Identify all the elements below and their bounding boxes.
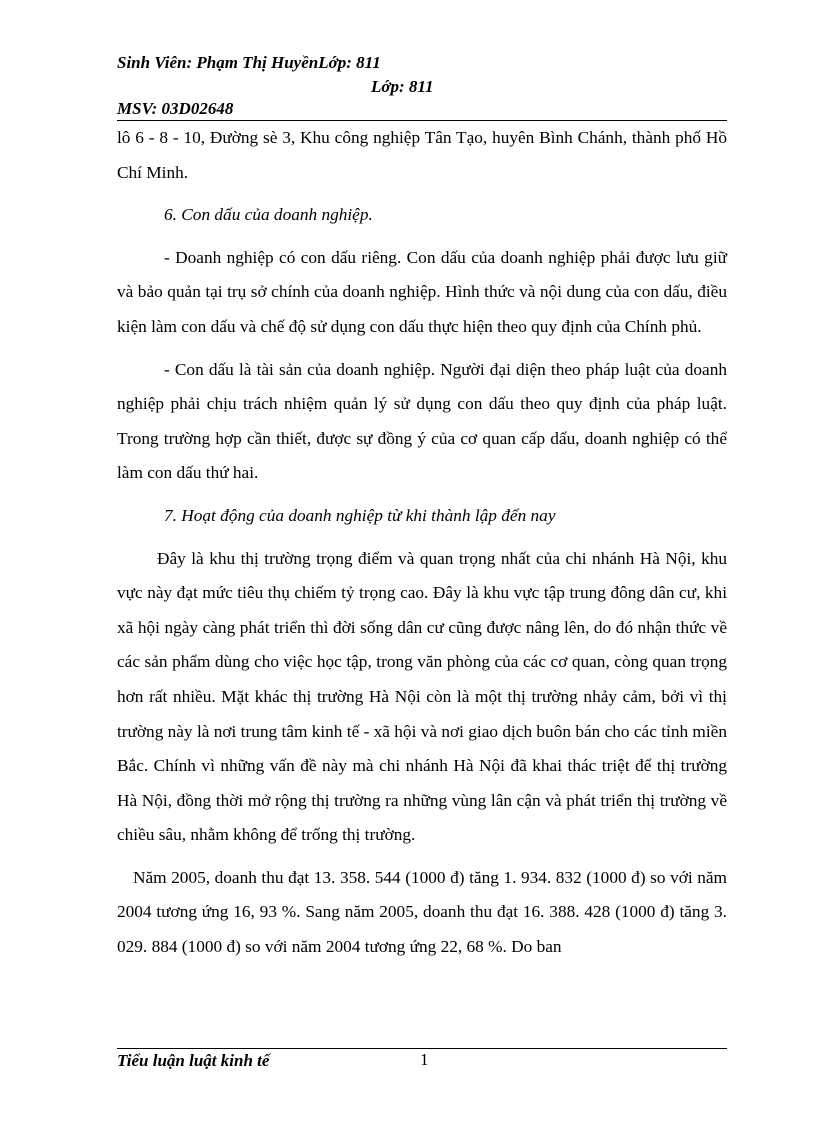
page-number: 1 — [420, 1050, 429, 1069]
header-student-id: MSV: 03D02648 — [117, 99, 234, 118]
section-7-heading: 7. Hoạt động của doanh nghiệp từ khi thành lập đến nay — [164, 505, 556, 525]
section-6-heading: 6. Con dấu của doanh nghiệp. — [164, 205, 373, 225]
section-6-paragraph-2: - Con dấu là tài sản của doanh nghiệp. Người đại diện theo pháp luật của doanh nghiệp phải chịu trách nhiệm quản lý sử dụng con dấu theo quy định của pháp luật. Trong trường hợp cần thiết, được sự đồng ý của cơ quan cấp dấu, doanh nghiệp có thể làm con dấu thứ hai. — [117, 359, 727, 483]
section-6-paragraph-1: - Doanh nghiệp có con dấu riêng. Con dấu của doanh nghiệp phải được lưu giữ và bảo quản tại trụ sở chính của doanh nghiệp. Hình thức và nội dung của con dấu, điều kiện làm con dấu và chế độ sử dụng con dấu thực hiện theo quy định của Chính phủ. — [117, 247, 727, 336]
header-class-repeat: Lớp: 811 — [371, 77, 434, 96]
header-student-class: Sinh Viên: Phạm Thị HuyềnLớp: 811 — [117, 53, 381, 72]
section-7-paragraph-2: Năm 2005, doanh thu đạt 13. 358. 544 (1000 đ) tăng 1. 934. 832 (1000 đ) so với năm 2004 tương ứng 16, 93 %. Sang năm 2005, doanh thu đạt 16. 388. 428 (1000 đ) tăng 3. 029. 884 (1000 đ) so với năm 2004 tương ứng 22, 68 %. Do ban — [117, 867, 727, 957]
document-body — [117, 121, 727, 965]
footer-divider — [117, 1048, 727, 1049]
address-paragraph: lô 6 - 8 - 10, Đường sè 3, Khu công nghiệp Tân Tạo, huyên Bình Chánh, thành phố Hồ Chí Minh. — [117, 128, 727, 182]
section-7-paragraph-1: Đây là khu thị trường trọng điểm và quan trọng nhất của chi nhánh Hà Nội, khu vực này đạt mức tiêu thụ chiếm tỷ trọng cao. Đây là khu vực tập trung đông dân cư, khi xã hội ngày càng phát triển thì đời sống dân cư cũng được nâng lên, do đó nhận thức về các sản phẩm dùng cho việc học tập, trong văn phòng của các cơ quan, còng quan trọng hơn rất nhiều. Mặt khác thị trường Hà Nội còn là một thị trường nhảy cảm, bởi vì thị trường này là nơi trung tâm kinh tế - xã hội và nơi giao dịch buôn bán cho các tỉnh miền Bắc. Chính vì những vấn đề này mà chi nhánh Hà Nội đã khai thác triệt để thị trường Hà Nội, đồng thời mở rộng thị trường ra những vùng lân cận và phát triển thị trường về chiều sâu, nhằm không để trống thị trường. — [117, 548, 727, 845]
footer-title: Tiểu luận luật kinh tế — [117, 1051, 270, 1070]
